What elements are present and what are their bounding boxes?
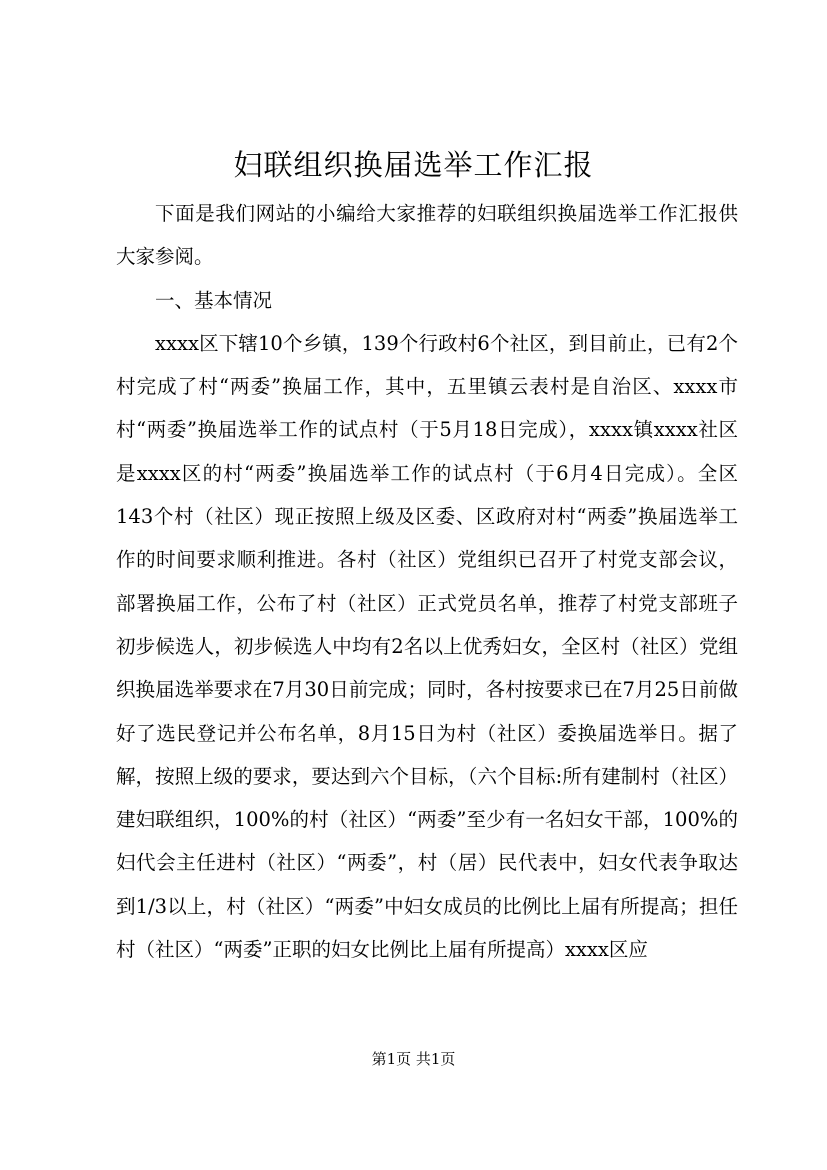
section-heading-basic-situation: 一、基本情况: [155, 288, 273, 312]
intro-paragraph: 下面是我们网站的小编给大家推荐的妇联组织换届选举工作汇报供大家参阅。: [116, 202, 738, 269]
page-footer: 第1页 共1页: [371, 1050, 456, 1068]
document-body: [116, 192, 738, 971]
body-paragraph: xxxx区下辖10个乡镇，139个行政村6个社区，到目前止，已有2个村完成了村“两委”换届工作，其中，五里镇云表村是自治区、xxxx市村“两委”换届选举工作的试点村（于5月18日完成），xxxx镇xxxx社区是xxxx区的村“两委”换届选举工作的试点村（于6月4日完成）。全区143个村（社区）现正按照上级及区委、区政府对村“两委”换届选举工作的时间要求顺利推进。各村（社区）党组织已召开了村党支部会议，部署换届工作，公布了村（社区）正式党员名单，推荐了村党支部班子初步候选人，初步候选人中均有2名以上优秀妇女，全区村（社区）党组织换届选举要求在7月30日前完成；同时，各村按要求已在7月25日前做好了选民登记并公布名单，8月15日为村（社区）委换届选举日。据了解，按照上级的要求，要达到六个目标，（六个目标:所有建制村（社区）建妇联组织，100%的村（社区）“两委”至少有一名妇女干部，100%的妇代会主任进村（社区）“两委”，村（居）民代表中，妇女代表争取达到1/3以上，村（社区）“两委”中妇女成员的比例比上届有所提高；担任村（社区）“两委”正职的妇女比例比上届有所提高）xxxx区应: [116, 331, 738, 962]
document-title: 妇联组织换届选举工作汇报: [233, 148, 594, 182]
